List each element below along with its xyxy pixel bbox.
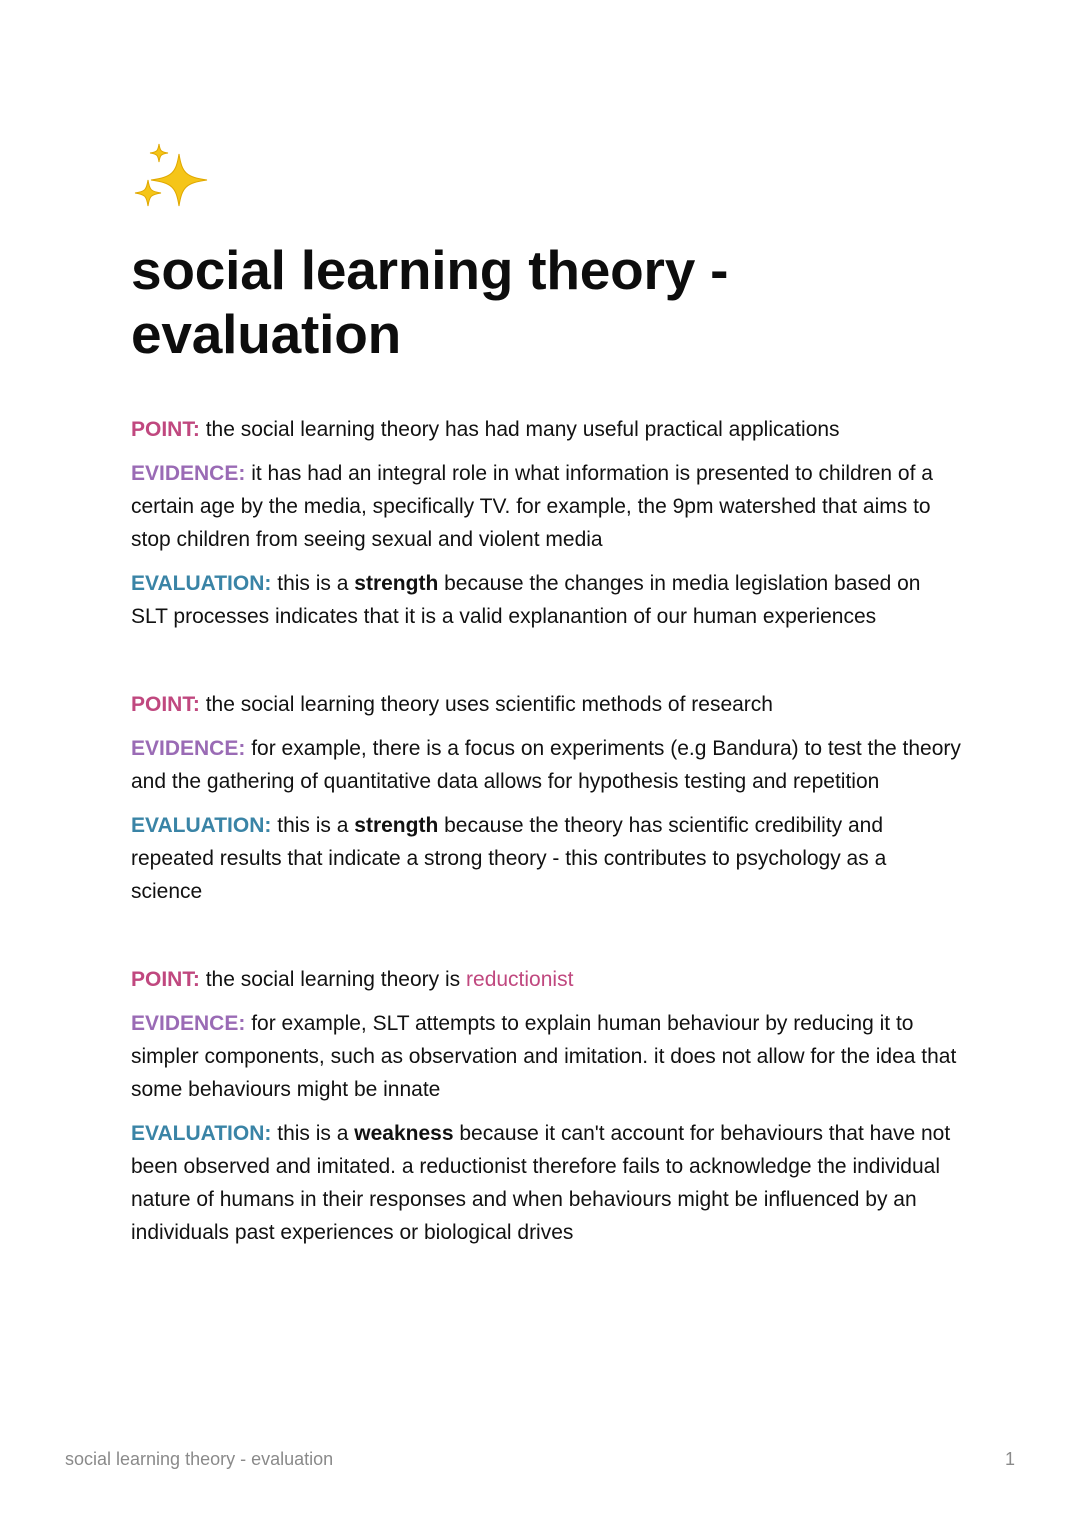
point-text: the social learning theory is	[205, 968, 461, 991]
evidence-label: EVIDENCE:	[131, 1012, 246, 1035]
evidence-label: EVIDENCE:	[131, 737, 246, 760]
point-paragraph	[131, 413, 961, 446]
evaluation-text-pre: this is a	[277, 572, 349, 595]
page-number: 1	[1004, 1449, 1015, 1469]
evidence-paragraph	[131, 1007, 961, 1106]
point-paragraph	[131, 963, 961, 996]
evaluation-text-post: because it can't account for behaviours that have not been observed and imitated. a reductionist therefore fails to acknowledge the individual nature of humans in their responses and when behaviours might be influenced by an individuals past experiences or biological drives	[131, 1122, 951, 1244]
evidence-paragraph	[131, 457, 961, 556]
evidence-text: it has had an integral role in what information is presented to children of a certain age by the media, specifically TV. for example, the 9pm watershed that aims to stop children from seeing sexual and violent media	[131, 462, 933, 551]
point-text: the social learning theory has had many useful practical applications	[205, 418, 840, 441]
point-label: POINT:	[131, 418, 200, 441]
evaluation-text-pre: this is a	[277, 1122, 349, 1145]
evaluation-paragraph	[131, 1117, 961, 1249]
document-page	[131, 140, 961, 1260]
evaluation-paragraph	[131, 809, 961, 908]
evaluation-text-post: because the changes in media legislation based on SLT processes indicates that it is a valid explanantion of our human experiences	[131, 572, 921, 628]
footer-title: social learning theory - evaluation	[65, 1449, 334, 1469]
evaluation-label: EVALUATION:	[131, 1122, 272, 1145]
point-label: POINT:	[131, 968, 200, 991]
evidence-label: EVIDENCE:	[131, 462, 246, 485]
evidence-text: for example, SLT attempts to explain human behaviour by reducing it to simpler components, such as observation and imitation. it does not allow for the idea that some behaviours might be innate	[131, 1012, 957, 1101]
evaluation-block	[131, 688, 961, 908]
evidence-text: for example, there is a focus on experiments (e.g Bandura) to test the theory and the gathering of quantitative data allows for hypothesis testing and repetition	[131, 737, 961, 793]
evaluation-label: EVALUATION:	[131, 572, 272, 595]
evaluation-verdict: weakness	[354, 1122, 454, 1145]
evaluation-paragraph	[131, 567, 961, 633]
point-text: the social learning theory uses scientific methods of research	[205, 693, 773, 716]
point-paragraph	[131, 688, 961, 721]
evidence-paragraph	[131, 732, 961, 798]
evaluation-block	[131, 413, 961, 633]
sparkles-icon	[131, 140, 211, 220]
point-label: POINT:	[131, 693, 200, 716]
evaluation-verdict: strength	[354, 572, 439, 595]
evaluation-text-post: because the theory has scientific credibility and repeated results that indicate a strong theory - this contributes to psychology as a science	[131, 814, 887, 903]
evaluation-block	[131, 963, 961, 1249]
evaluation-verdict: strength	[354, 814, 439, 837]
highlighted-term: reductionist	[466, 968, 574, 991]
evaluation-text-pre: this is a	[277, 814, 349, 837]
evaluation-label: EVALUATION:	[131, 814, 272, 837]
page-title: social learning theory - evaluation	[131, 239, 729, 365]
